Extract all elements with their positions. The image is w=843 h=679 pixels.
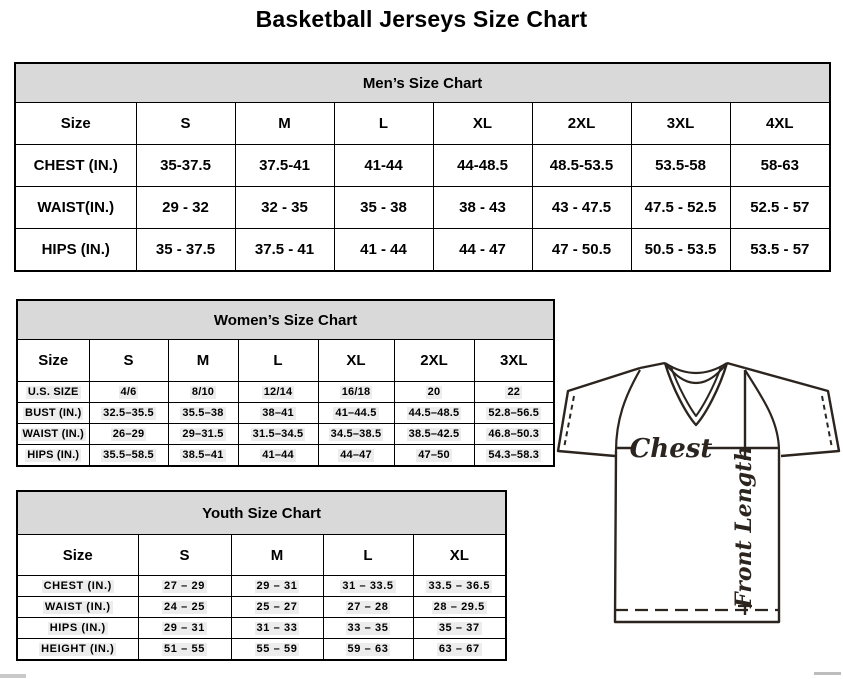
size-cell: 29–31.5 <box>168 424 238 445</box>
size-cell: 31.5–34.5 <box>238 424 318 445</box>
column-header: M <box>235 103 334 145</box>
row-label: WAIST (IN.) <box>17 424 89 445</box>
jersey-measurement-diagram <box>555 358 843 630</box>
size-cell: 35.5–58.5 <box>89 445 168 467</box>
scrollbar-fragment-left[interactable] <box>0 674 26 678</box>
table-row <box>17 639 506 661</box>
column-header-size: Size <box>17 340 89 382</box>
table-row <box>17 491 506 535</box>
table-row <box>17 597 506 618</box>
size-cell: 43 - 47.5 <box>532 187 631 229</box>
size-cell: 38–41 <box>238 403 318 424</box>
table-row <box>17 300 554 340</box>
size-cell: 53.5 - 57 <box>730 229 830 272</box>
column-header: L <box>323 535 413 576</box>
mens-size-table <box>14 62 831 272</box>
table-row <box>17 424 554 445</box>
size-cell: 54.3–58.3 <box>474 445 554 467</box>
column-header: L <box>334 103 433 145</box>
jersey-collar-v-inner <box>671 367 721 416</box>
size-cell: 35-37.5 <box>136 145 235 187</box>
size-cell: 44.5–48.5 <box>394 403 474 424</box>
jersey-collar-arc-1 <box>665 363 727 373</box>
table-row <box>17 445 554 467</box>
column-header-size: Size <box>17 535 138 576</box>
column-header: M <box>168 340 238 382</box>
size-cell: 22 <box>474 382 554 403</box>
jersey-right-armhole <box>745 370 779 451</box>
table-row <box>17 403 554 424</box>
column-header: S <box>136 103 235 145</box>
size-cell: 28 – 29.5 <box>413 597 506 618</box>
column-header: 2XL <box>532 103 631 145</box>
column-header: 2XL <box>394 340 474 382</box>
size-cell: 41–44 <box>238 445 318 467</box>
front-length-measure-label: Front Length <box>731 445 757 608</box>
column-header: 3XL <box>631 103 730 145</box>
youth-size-table <box>16 490 507 661</box>
column-header: M <box>231 535 323 576</box>
table-row <box>17 618 506 639</box>
size-cell: 59 – 63 <box>323 639 413 661</box>
size-cell: 27 – 28 <box>323 597 413 618</box>
size-cell: 34.5–38.5 <box>318 424 394 445</box>
row-label: HIPS (IN.) <box>17 618 138 639</box>
size-cell: 47 - 50.5 <box>532 229 631 272</box>
column-header: 4XL <box>730 103 830 145</box>
table-row <box>17 535 506 576</box>
size-cell: 29 – 31 <box>138 618 231 639</box>
size-cell: 25 – 27 <box>231 597 323 618</box>
jersey-outline-graphic <box>555 358 843 630</box>
jersey-right-sleeve <box>745 368 839 456</box>
size-cell: 31 – 33.5 <box>323 576 413 597</box>
column-header: S <box>89 340 168 382</box>
size-cell: 53.5-58 <box>631 145 730 187</box>
size-cell: 52.8–56.5 <box>474 403 554 424</box>
table-row <box>17 340 554 382</box>
page-title: Basketball Jerseys Size Chart <box>255 6 588 32</box>
size-cell: 16/18 <box>318 382 394 403</box>
row-label: HIPS (IN.) <box>15 229 136 272</box>
size-cell: 31 – 33 <box>231 618 323 639</box>
column-header: XL <box>318 340 394 382</box>
size-cell: 27 – 29 <box>138 576 231 597</box>
size-cell: 47–50 <box>394 445 474 467</box>
size-cell: 33.5 – 36.5 <box>413 576 506 597</box>
size-cell: 20 <box>394 382 474 403</box>
womens-size-table <box>16 299 555 467</box>
jersey-right-shoulder <box>727 363 745 368</box>
row-label: WAIST(IN.) <box>15 187 136 229</box>
size-cell: 47.5 - 52.5 <box>631 187 730 229</box>
size-cell: 35 – 37 <box>413 618 506 639</box>
column-header: L <box>238 340 318 382</box>
table-row <box>15 63 830 103</box>
size-cell: 38.5–41 <box>168 445 238 467</box>
table-row <box>15 229 830 272</box>
row-label: BUST (IN.) <box>17 403 89 424</box>
column-header: S <box>138 535 231 576</box>
size-cell: 26–29 <box>89 424 168 445</box>
row-label: CHEST (IN.) <box>17 576 138 597</box>
size-cell: 50.5 - 53.5 <box>631 229 730 272</box>
column-header: XL <box>413 535 506 576</box>
column-header-size: Size <box>15 103 136 145</box>
column-header: 3XL <box>474 340 554 382</box>
chest-measure-label: Chest <box>629 434 713 464</box>
youth-table-title: Youth Size Chart <box>17 491 506 535</box>
size-cell: 32 - 35 <box>235 187 334 229</box>
jersey-left-sleeve <box>558 368 640 456</box>
size-cell: 29 – 31 <box>231 576 323 597</box>
size-cell: 48.5-53.5 <box>532 145 631 187</box>
jersey-left-shoulder <box>640 363 665 368</box>
size-cell: 33 – 35 <box>323 618 413 639</box>
row-label: HIPS (IN.) <box>17 445 89 467</box>
size-cell: 8/10 <box>168 382 238 403</box>
size-cell: 29 - 32 <box>136 187 235 229</box>
size-cell: 52.5 - 57 <box>730 187 830 229</box>
size-cell: 58-63 <box>730 145 830 187</box>
size-cell: 41 - 44 <box>334 229 433 272</box>
size-cell: 41–44.5 <box>318 403 394 424</box>
row-label: HEIGHT (IN.) <box>17 639 138 661</box>
table-row <box>15 187 830 229</box>
size-cell: 35 - 38 <box>334 187 433 229</box>
column-header: XL <box>433 103 532 145</box>
womens-table-title: Women’s Size Chart <box>17 300 554 340</box>
scrollbar-fragment-right[interactable] <box>814 672 841 675</box>
size-cell: 12/14 <box>238 382 318 403</box>
size-cell: 46.8–50.3 <box>474 424 554 445</box>
size-cell: 41-44 <box>334 145 433 187</box>
table-row <box>17 576 506 597</box>
size-cell: 55 – 59 <box>231 639 323 661</box>
size-cell: 32.5–35.5 <box>89 403 168 424</box>
mens-table-title: Men’s Size Chart <box>15 63 830 103</box>
size-cell: 44–47 <box>318 445 394 467</box>
size-cell: 63 – 67 <box>413 639 506 661</box>
size-cell: 37.5-41 <box>235 145 334 187</box>
size-cell: 44-48.5 <box>433 145 532 187</box>
table-row <box>15 145 830 187</box>
size-cell: 38 - 43 <box>433 187 532 229</box>
size-cell: 35 - 37.5 <box>136 229 235 272</box>
row-label: U.S. SIZE <box>17 382 89 403</box>
row-label: CHEST (IN.) <box>15 145 136 187</box>
table-row <box>17 382 554 403</box>
table-row <box>15 103 830 145</box>
size-cell: 35.5–38 <box>168 403 238 424</box>
size-cell: 4/6 <box>89 382 168 403</box>
row-label: WAIST (IN.) <box>17 597 138 618</box>
size-cell: 24 – 25 <box>138 597 231 618</box>
size-cell: 51 – 55 <box>138 639 231 661</box>
size-cell: 37.5 - 41 <box>235 229 334 272</box>
size-cell: 44 - 47 <box>433 229 532 272</box>
size-cell: 38.5–42.5 <box>394 424 474 445</box>
